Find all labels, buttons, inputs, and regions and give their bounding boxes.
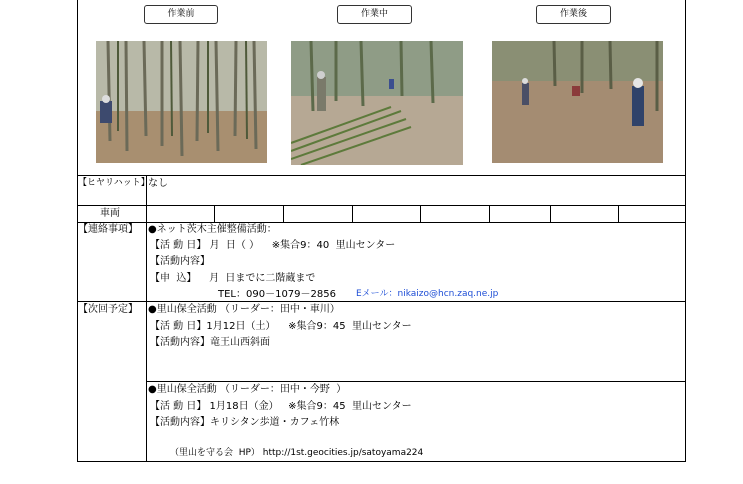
vehicle-cell-divider — [214, 205, 215, 222]
next-label: 【次回予定】 — [78, 304, 138, 315]
row-divider — [146, 381, 686, 382]
vehicle-cell-divider — [283, 205, 284, 222]
hiyari-label: 【ヒヤリハット】 — [78, 178, 150, 188]
next-item2-date: 【活 動 日】 1月18日（金） ※集合9：45 里山センター — [150, 401, 412, 412]
row-divider — [77, 301, 686, 302]
before-photo — [96, 41, 267, 163]
contact-content: 【活動内容】 — [150, 256, 210, 267]
vehicle-label: 車両 — [100, 208, 120, 219]
vehicle-cell-divider — [420, 205, 421, 222]
next-item2-content: 【活動内容】キリシタン歩道・カフェ竹林 — [150, 417, 340, 428]
vehicle-cell-divider — [489, 205, 490, 222]
during-photo — [291, 41, 463, 165]
next-item1-date: 【活 動 日】1月12日（土） ※集合9：45 里山センター — [150, 321, 412, 332]
row-divider — [77, 175, 686, 176]
contact-label: 【連絡事項】 — [78, 224, 138, 235]
hiyari-value: なし — [148, 178, 168, 189]
contact-apply: 【申 込】 月 日までに二階蔵まで — [150, 273, 316, 284]
next-item1-heading: ●里山保全活動 （リーダー：田中・車川） — [148, 304, 340, 315]
website-footer: （里山を守る会 HP） http://1st.geocities.jp/satoyama224 — [170, 448, 424, 458]
before-label: 作業前 — [144, 5, 218, 24]
vehicle-cell-divider — [550, 205, 551, 222]
contact-date: 【活 動 日】 月 日（ ） ※集合9：40 里山センター — [150, 240, 396, 251]
next-item1-content: 【活動内容】竜王山西斜面 — [150, 337, 270, 348]
vehicle-cell-divider — [352, 205, 353, 222]
after-photo — [492, 41, 663, 163]
label-column-divider — [146, 175, 147, 462]
after-label: 作業後 — [536, 5, 611, 24]
contact-email: Eメール：nikaizo@hcn.zaq.ne.jp — [356, 289, 499, 299]
contact-tel: TEL：090－1079－2856 — [218, 289, 336, 300]
contact-heading: ●ネット茨木主催整備活動： — [148, 224, 277, 235]
vehicle-cell-divider — [618, 205, 619, 222]
row-divider — [77, 205, 686, 206]
next-item2-heading: ●里山保全活動 （リーダー：田中・今野 ） — [148, 384, 347, 395]
during-label: 作業中 — [337, 5, 412, 24]
